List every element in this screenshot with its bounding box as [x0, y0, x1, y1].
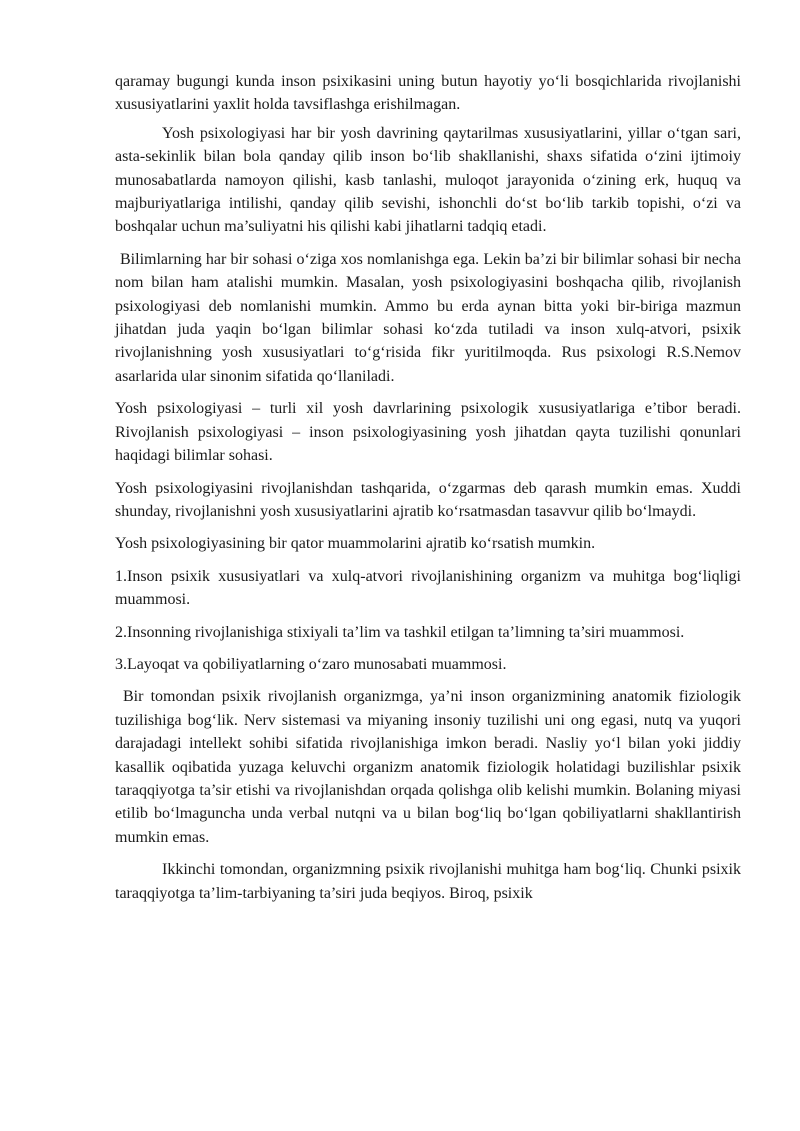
- paragraph-2: Yosh psixologiyasi har bir yosh davrining qaytarilmas xususiyatlarini, yillar o‘tgan sari, asta-sekinlik bilan bola qanday qilib inson bo‘lib shakllanishi, shaxs sifatida o‘zini ijtimoiy munosabatlarda namoyon qilishi, kasb tanlashi, muloqot jarayonida o‘zining erk, huquq va majburiyatlariga intilishi, qanday qilib sevishi, ishonchli do‘st bo‘lib tarkib topishi, o‘zi va boshqalar uchun ma’suliyatni his qilishi kabi jihatlarni tadqiq etadi.: [115, 124, 741, 236]
- list-item-3: 3.Layoqat va qobiliyatlarning o‘zaro munosabati muammosi.: [115, 655, 507, 673]
- paragraph-3: Bilimlarning har bir sohasi o‘ziga xos nomlanishga ega. Lekin ba’zi bir bilimlar sohasi bir necha nom bilan ham atalishi mumkin. Masalan, yosh psixologiyasini boshqacha qilib, rivojlanish psixologiyasi deb nomlanishi mumkin. Ammo bu erda aynan bitta yoki bir-biriga mazmun jihatdan juda yaqin bo‘lgan bilimlar sohasi ko‘zda tutiladi va inson xulq-atvori, psixik rivojlanishning yosh xususiyatlari to‘g‘risida fikr yuritilmoqda. Rus psixologi R.S.Nemov asarlarida ular sinonim sifatida qo‘llaniladi.: [115, 250, 741, 385]
- paragraph-6: Yosh psixologiyasining bir qator muammolarini ajratib ko‘rsatish mumkin.: [115, 535, 596, 553]
- paragraph-8: Ikkinchi tomondan, organizmning psixik rivojlanishi muhitga ham bog‘liq. Chunki psixik taraqqiyotga ta’lim-tarbiyaning ta’siri juda beqiyos. Biroq, psixik: [115, 861, 741, 902]
- paragraph-7: Bir tomondan psixik rivojlanish organizmga, ya’ni inson organizmining anatomik fiziologik tuzilishiga bog‘lik. Nerv sistemasi va miyaning insoniy tuzilishi uni ong egasi, nutq va yuqori darajadagi intellekt sohibi sifatida rivojlanishiga imkon beradi. Nasliy yo‘l bilan yoki jiddiy kasallik oqibatida yuzaga keluvchi organizm anatomik fiziologik holatidagi buzilishlar psixik taraqqiyotga ta’sir etishi va rivojlanishdan orqada qolishga olib kelishi mumkin. Bolaning miyasi etilib bo‘lmaguncha unda verbal nutqni va u bilan bog‘liq bo‘lgan qobiliyatlarni shakllantirish mumkin emas.: [115, 688, 741, 846]
- list-item-1: 1.Inson psixik xususiyatlari va xulq-atvori rivojlanishining organizm va muhitga bog‘liqligi muammosi.: [115, 567, 741, 609]
- paragraph-1: qaramay bugungi kunda inson psixikasini uning butun hayotiy yo‘li bosqichlarida rivojlanishi xususiyatlarini yaxlit holda tavsiflashga erishilmagan.: [115, 73, 741, 114]
- document-page: [115, 70, 741, 914]
- paragraph-5: Yosh psixologiyasini rivojlanishdan tashqarida, o‘zgarmas deb qarash mumkin emas. Xuddi shunday, rivojlanishni yosh xususiyatlarini ajratib ko‘rsatmasdan tasavvur qilib bo‘lmaydi.: [115, 479, 741, 520]
- list-item-2: 2.Insonning rivojlanishiga stixiyali ta’lim va tashkil etilgan ta’limning ta’siri muammosi.: [115, 623, 685, 641]
- paragraph-4: Yosh psixologiyasi – turli xil yosh davrlarining psixologik xususiyatlariga e’tibor beradi. Rivojlanish psixologiyasi – inson psixologiyasining yosh jihatdan qayta tuzilishi qonunlari haqidagi bilimlar sohasi.: [115, 400, 741, 465]
